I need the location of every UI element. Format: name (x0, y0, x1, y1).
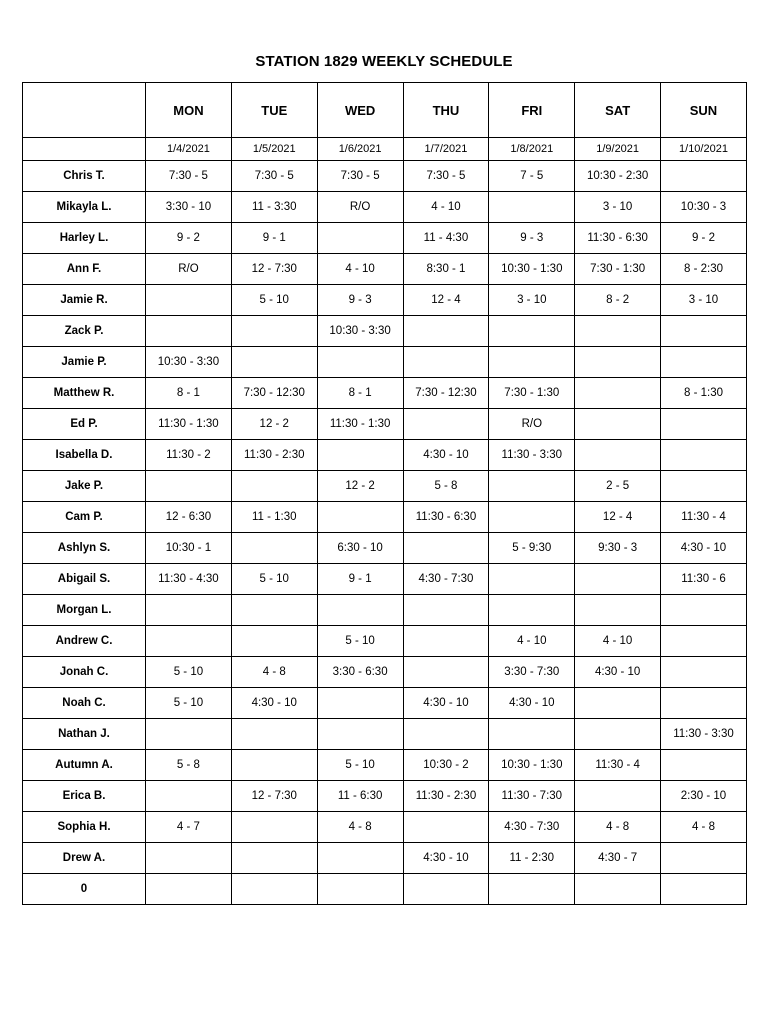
shift-cell: 10:30 - 2 (403, 750, 489, 781)
shift-cell: 7:30 - 12:30 (231, 378, 317, 409)
employee-name: Jamie P. (23, 347, 146, 378)
shift-cell: 11 - 4:30 (403, 223, 489, 254)
table-row (23, 285, 747, 316)
shift-cell (661, 409, 747, 440)
employee-name: Mikayla L. (23, 192, 146, 223)
shift-cell: 11:30 - 3:30 (489, 440, 575, 471)
shift-cell (661, 161, 747, 192)
shift-cell: 11 - 6:30 (317, 781, 403, 812)
shift-cell: 4:30 - 7:30 (403, 564, 489, 595)
shift-cell: 10:30 - 1 (146, 533, 232, 564)
shift-cell: 5 - 10 (146, 657, 232, 688)
shift-cell (489, 471, 575, 502)
shift-cell: 2 - 5 (575, 471, 661, 502)
shift-cell: 11 - 2:30 (489, 843, 575, 874)
day-header: SUN (661, 83, 747, 138)
shift-cell (231, 316, 317, 347)
shift-cell: 9 - 2 (146, 223, 232, 254)
shift-cell: 4:30 - 10 (403, 440, 489, 471)
shift-cell (403, 719, 489, 750)
shift-cell (146, 719, 232, 750)
shift-cell: 12 - 2 (317, 471, 403, 502)
shift-cell: 11:30 - 6:30 (575, 223, 661, 254)
employee-name: Morgan L. (23, 595, 146, 626)
shift-cell (317, 502, 403, 533)
day-header: FRI (489, 83, 575, 138)
shift-cell: 11 - 1:30 (231, 502, 317, 533)
corner-cell (23, 83, 146, 138)
date-header: 1/5/2021 (231, 138, 317, 161)
table-row (23, 471, 747, 502)
shift-cell: 5 - 10 (317, 626, 403, 657)
shift-cell: 8 - 1:30 (661, 378, 747, 409)
shift-cell: 9 - 2 (661, 223, 747, 254)
shift-cell: 3:30 - 7:30 (489, 657, 575, 688)
shift-cell: 11:30 - 1:30 (146, 409, 232, 440)
employee-name: Harley L. (23, 223, 146, 254)
employee-name: Andrew C. (23, 626, 146, 657)
shift-cell (489, 316, 575, 347)
shift-cell: 4 - 8 (575, 812, 661, 843)
shift-cell (403, 316, 489, 347)
shift-cell: 4 - 10 (575, 626, 661, 657)
shift-cell (231, 595, 317, 626)
table-row (23, 719, 747, 750)
shift-cell (489, 719, 575, 750)
employee-name: Sophia H. (23, 812, 146, 843)
shift-cell: 11 - 3:30 (231, 192, 317, 223)
table-row (23, 533, 747, 564)
table-row (23, 812, 747, 843)
employee-name: Cam P. (23, 502, 146, 533)
shift-cell: 3 - 10 (575, 192, 661, 223)
shift-cell (661, 874, 747, 905)
employee-name: Abigail S. (23, 564, 146, 595)
shift-cell: 10:30 - 3 (661, 192, 747, 223)
shift-cell: 5 - 10 (146, 688, 232, 719)
shift-cell: 4:30 - 10 (575, 657, 661, 688)
shift-cell (489, 502, 575, 533)
table-row (23, 626, 747, 657)
shift-cell (575, 874, 661, 905)
shift-cell: 7:30 - 5 (403, 161, 489, 192)
shift-cell (317, 719, 403, 750)
shift-cell: 11:30 - 6 (661, 564, 747, 595)
shift-cell: 5 - 8 (146, 750, 232, 781)
table-row (23, 781, 747, 812)
shift-cell (146, 285, 232, 316)
shift-cell (661, 316, 747, 347)
shift-cell: 8 - 2:30 (661, 254, 747, 285)
table-row (23, 192, 747, 223)
table-row (23, 750, 747, 781)
shift-cell (317, 595, 403, 626)
shift-cell (661, 626, 747, 657)
shift-cell (403, 657, 489, 688)
shift-cell (231, 471, 317, 502)
shift-cell: 4 - 10 (489, 626, 575, 657)
shift-cell: 12 - 7:30 (231, 254, 317, 285)
corner-cell (23, 138, 146, 161)
shift-cell: 11:30 - 1:30 (317, 409, 403, 440)
shift-cell (146, 874, 232, 905)
employee-name: Jamie R. (23, 285, 146, 316)
table-row (23, 595, 747, 626)
shift-cell: 7:30 - 12:30 (403, 378, 489, 409)
shift-cell (661, 657, 747, 688)
shift-cell: 9 - 1 (317, 564, 403, 595)
shift-cell: 10:30 - 3:30 (317, 316, 403, 347)
shift-cell: 7:30 - 5 (146, 161, 232, 192)
table-row (23, 254, 747, 285)
employee-name: Noah C. (23, 688, 146, 719)
shift-cell: 12 - 4 (575, 502, 661, 533)
shift-cell (146, 781, 232, 812)
shift-cell: 10:30 - 2:30 (575, 161, 661, 192)
employee-name: Nathan J. (23, 719, 146, 750)
shift-cell: 8 - 1 (146, 378, 232, 409)
employee-name: Jake P. (23, 471, 146, 502)
shift-cell (575, 316, 661, 347)
shift-cell: 4:30 - 10 (661, 533, 747, 564)
shift-cell: 4:30 - 10 (403, 843, 489, 874)
shift-cell: 3 - 10 (489, 285, 575, 316)
shift-cell (489, 595, 575, 626)
shift-cell (489, 192, 575, 223)
shift-cell: 4 - 8 (661, 812, 747, 843)
shift-cell (231, 347, 317, 378)
shift-cell (146, 843, 232, 874)
schedule-table (22, 82, 747, 905)
employee-name: Ann F. (23, 254, 146, 285)
shift-cell: 12 - 4 (403, 285, 489, 316)
shift-cell: 11:30 - 2:30 (403, 781, 489, 812)
shift-cell (231, 533, 317, 564)
table-row (23, 409, 747, 440)
shift-cell: R/O (489, 409, 575, 440)
shift-cell: 8:30 - 1 (403, 254, 489, 285)
day-header: MON (146, 83, 232, 138)
shift-cell (317, 440, 403, 471)
day-header-row (23, 83, 747, 138)
shift-cell: 4 - 7 (146, 812, 232, 843)
employee-name: Chris T. (23, 161, 146, 192)
table-row (23, 688, 747, 719)
table-row (23, 223, 747, 254)
date-header: 1/9/2021 (575, 138, 661, 161)
shift-cell (575, 564, 661, 595)
table-row (23, 874, 747, 905)
shift-cell: 7:30 - 5 (231, 161, 317, 192)
day-header: SAT (575, 83, 661, 138)
shift-cell: 3:30 - 10 (146, 192, 232, 223)
table-row (23, 564, 747, 595)
shift-cell (661, 843, 747, 874)
shift-cell: 4:30 - 10 (489, 688, 575, 719)
shift-cell (231, 750, 317, 781)
shift-cell: 4 - 10 (317, 254, 403, 285)
table-row (23, 347, 747, 378)
employee-name: Jonah C. (23, 657, 146, 688)
shift-cell (231, 874, 317, 905)
shift-cell: 6:30 - 10 (317, 533, 403, 564)
shift-cell: 4:30 - 7 (575, 843, 661, 874)
day-header: WED (317, 83, 403, 138)
shift-cell (661, 750, 747, 781)
shift-cell: 11:30 - 2 (146, 440, 232, 471)
shift-cell (403, 812, 489, 843)
shift-cell: 11:30 - 7:30 (489, 781, 575, 812)
shift-cell (489, 874, 575, 905)
shift-cell: 4:30 - 10 (403, 688, 489, 719)
shift-cell: 5 - 8 (403, 471, 489, 502)
shift-cell: 11:30 - 4 (575, 750, 661, 781)
page-title: STATION 1829 WEEKLY SCHEDULE (255, 53, 513, 70)
employee-name: Ashlyn S. (23, 533, 146, 564)
shift-cell: 11:30 - 4 (661, 502, 747, 533)
shift-cell (231, 626, 317, 657)
shift-cell (403, 347, 489, 378)
shift-cell: 11:30 - 4:30 (146, 564, 232, 595)
shift-cell (403, 595, 489, 626)
shift-cell (231, 812, 317, 843)
shift-cell (317, 347, 403, 378)
day-header: THU (403, 83, 489, 138)
shift-cell: 4 - 10 (403, 192, 489, 223)
shift-cell: 7:30 - 1:30 (489, 378, 575, 409)
shift-cell: 5 - 10 (317, 750, 403, 781)
shift-cell: 4:30 - 10 (231, 688, 317, 719)
shift-cell (489, 564, 575, 595)
shift-cell (146, 471, 232, 502)
shift-cell (403, 409, 489, 440)
table-row (23, 843, 747, 874)
shift-cell: 7 - 5 (489, 161, 575, 192)
employee-name: Ed P. (23, 409, 146, 440)
shift-cell: 9 - 3 (489, 223, 575, 254)
shift-cell: 9:30 - 3 (575, 533, 661, 564)
shift-cell: 11:30 - 2:30 (231, 440, 317, 471)
shift-cell (231, 719, 317, 750)
shift-cell: 3:30 - 6:30 (317, 657, 403, 688)
shift-cell (317, 874, 403, 905)
table-row (23, 316, 747, 347)
shift-cell: 4 - 8 (317, 812, 403, 843)
shift-cell (661, 440, 747, 471)
shift-cell (661, 471, 747, 502)
shift-cell: 8 - 1 (317, 378, 403, 409)
shift-cell (575, 688, 661, 719)
shift-cell: 11:30 - 6:30 (403, 502, 489, 533)
date-header: 1/7/2021 (403, 138, 489, 161)
shift-cell: 10:30 - 1:30 (489, 254, 575, 285)
shift-cell (661, 347, 747, 378)
shift-cell: 12 - 2 (231, 409, 317, 440)
shift-cell: 10:30 - 3:30 (146, 347, 232, 378)
employee-name: 0 (23, 874, 146, 905)
shift-cell: 9 - 1 (231, 223, 317, 254)
shift-cell (489, 347, 575, 378)
employee-name: Autumn A. (23, 750, 146, 781)
shift-cell: 4 - 8 (231, 657, 317, 688)
table-row (23, 378, 747, 409)
shift-cell (317, 843, 403, 874)
day-header: TUE (231, 83, 317, 138)
date-header-row (23, 138, 747, 161)
table-row (23, 502, 747, 533)
shift-cell: 12 - 7:30 (231, 781, 317, 812)
shift-cell (575, 719, 661, 750)
shift-cell: 5 - 10 (231, 564, 317, 595)
shift-cell (146, 316, 232, 347)
shift-cell: 4:30 - 7:30 (489, 812, 575, 843)
employee-name: Erica B. (23, 781, 146, 812)
shift-cell (575, 781, 661, 812)
shift-cell (146, 626, 232, 657)
shift-cell (661, 688, 747, 719)
date-header: 1/6/2021 (317, 138, 403, 161)
shift-cell (575, 409, 661, 440)
employee-name: Isabella D. (23, 440, 146, 471)
shift-cell (575, 347, 661, 378)
shift-cell (231, 843, 317, 874)
shift-cell: 11:30 - 3:30 (661, 719, 747, 750)
shift-cell (403, 533, 489, 564)
shift-cell: 5 - 9:30 (489, 533, 575, 564)
shift-cell (317, 688, 403, 719)
date-header: 1/10/2021 (661, 138, 747, 161)
employee-name: Drew A. (23, 843, 146, 874)
employee-name: Zack P. (23, 316, 146, 347)
shift-cell (403, 626, 489, 657)
shift-cell (317, 223, 403, 254)
shift-cell (661, 595, 747, 626)
shift-cell: 2:30 - 10 (661, 781, 747, 812)
shift-cell: 10:30 - 1:30 (489, 750, 575, 781)
table-row (23, 657, 747, 688)
shift-cell: 12 - 6:30 (146, 502, 232, 533)
shift-cell (575, 595, 661, 626)
shift-cell: 5 - 10 (231, 285, 317, 316)
shift-cell: 9 - 3 (317, 285, 403, 316)
shift-cell: R/O (317, 192, 403, 223)
shift-cell: 3 - 10 (661, 285, 747, 316)
shift-cell: 7:30 - 1:30 (575, 254, 661, 285)
date-header: 1/8/2021 (489, 138, 575, 161)
table-row (23, 161, 747, 192)
table-row (23, 440, 747, 471)
shift-cell (403, 874, 489, 905)
shift-cell: 8 - 2 (575, 285, 661, 316)
shift-cell: 7:30 - 5 (317, 161, 403, 192)
employee-name: Matthew R. (23, 378, 146, 409)
shift-cell (575, 440, 661, 471)
date-header: 1/4/2021 (146, 138, 232, 161)
shift-cell: R/O (146, 254, 232, 285)
shift-cell (146, 595, 232, 626)
shift-cell (575, 378, 661, 409)
